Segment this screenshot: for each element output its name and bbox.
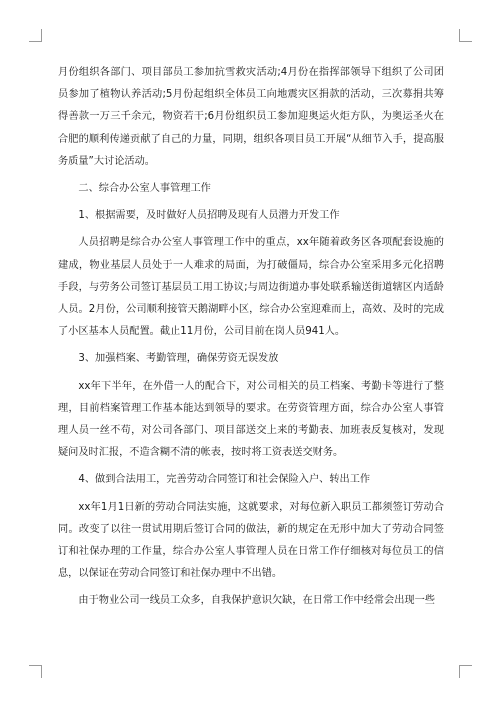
section-heading: 二、综合办公室人事管理工作: [78, 183, 211, 195]
paragraph-labor-contract: xx年1月1日新的劳动合同法实施，这就要求，对每位新入职员工都须签订劳动合同。改变了以往一贯试用期后签订合同的做法，新的规定在无形中加大了劳动合同签订和社保办理的工作量，综合办公室人事管理人员在日常工作仔细核对每位员工的信息，以保证在劳动合同签订和社保办理中不出错。: [58, 501, 444, 580]
crop-mark-bottom-left: [29, 665, 42, 678]
paragraph-continuation: 月份组织各部门、项目部员工参加抗雪救灾活动;4月份在指挥部领导下组织了公司团员参加了植物认养活动;5月份起组织全体员工向地震灾区捐款的活动，三次募捐共筹得善款一万三千余元，物资若干;6月份组织员工参加迎奥运火炬方队，为奥运圣火在合肥的顺利传递贡献了自己的力量，同期，组织各项目员工开展“从细节入手，提高服务质量”大讨论活动。: [58, 67, 444, 167]
subsection-heading: 3、加强档案、考勤管理，确保劳资无误发放: [78, 353, 279, 365]
document-body: [58, 62, 444, 613]
crop-mark-top-right: [459, 29, 472, 42]
paragraph-recruitment: 人员招聘是综合办公室人事管理工作中的重点，xx年随着政务区各项配套设施的建成，物业基层人员处于一人难求的局面，为打破僵局，综合办公室采用多元化招聘手段，与劳务公司签订基层员工用工协议;与周边街道办事处联系输送街道辖区内适龄人员。2月份，公司顺利接管天鹅湖畔小区，综合办公室迎难而上，高效、及时的完成了小区基本人员配置。截止11月份，公司目前在岗人员941人。: [58, 237, 444, 338]
crop-mark-top-left: [29, 29, 42, 42]
paragraph-archives: xx年下半年，在外借一人的配合下，对公司相关的员工档案、考勤卡等进行了整理，目前档案管理工作基本能达到领导的要求。在劳资管理方面，综合办公室人事管理人员一丝不苟，对公司各部门、项目部送交上来的考勤表、加班表反复核对，发现疑问及时汇报，不造含糊不清的帐表，按时将工资表送交财务。: [58, 380, 444, 459]
subsection-heading: 4、做到合法用工，完善劳动合同签订和社会保险入户、转出工作: [78, 474, 371, 486]
paragraph-frontline-staff: 由于物业公司一线员工众多，自我保护意识欠缺，在日常工作中经常会出现一些: [78, 595, 435, 607]
crop-mark-bottom-right: [459, 665, 472, 678]
subsection-heading: 1、根据需要，及时做好人员招聘及现有人员潜力开发工作: [78, 210, 340, 222]
